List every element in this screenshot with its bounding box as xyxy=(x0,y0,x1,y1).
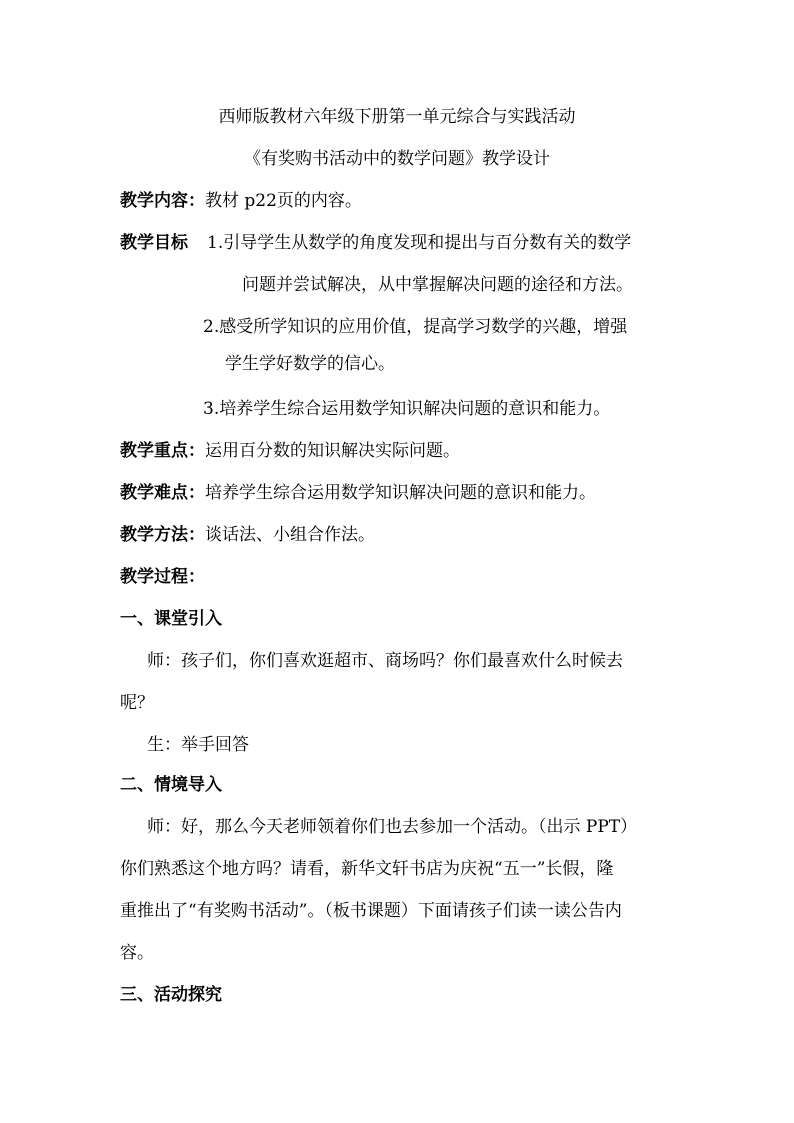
section-1-paragraph-1-line2: 呢？ xyxy=(120,693,154,713)
section-1-paragraph-1-line1: 师：孩子们，你们喜欢逛超市、商场吗？你们最喜欢什么时候去 xyxy=(147,651,623,671)
teaching-difficulty-label: 教学难点： xyxy=(120,483,205,503)
teaching-difficulty xyxy=(120,481,596,505)
goal-item-1-line2: 问题并尝试解决，从中掌握解决问题的途径和方法。 xyxy=(242,275,633,295)
teaching-method xyxy=(120,523,375,547)
goal-item-3: 3.培养学生综合运用数学知识解决问题的意识和能力。 xyxy=(203,399,611,419)
document-title-line1: 西师版教材六年级下册第一单元综合与实践活动 xyxy=(218,107,576,127)
teaching-goals-label: 教学目标 xyxy=(120,233,188,253)
teaching-process-label: 教学过程： xyxy=(120,567,205,587)
teaching-content xyxy=(120,189,362,213)
teaching-key-point-label: 教学重点： xyxy=(120,441,205,461)
section-2-paragraph-line4: 容。 xyxy=(120,943,154,963)
section-1-paragraph-2: 生：举手回答 xyxy=(147,735,249,755)
section-2-heading: 二、情境导入 xyxy=(120,775,222,795)
teaching-content-label: 教学内容： xyxy=(120,191,205,211)
section-2-paragraph-line1: 师：好，那么今天老师领着你们也去参加一个活动。（出示 PPT） xyxy=(147,817,638,837)
goal-item-2-line2: 学生学好数学的信心。 xyxy=(225,354,395,374)
goal-item-1-line1: 1.引导学生从数学的角度发现和提出与百分数有关的数学 xyxy=(207,233,632,253)
section-3-heading: 三、活动探究 xyxy=(120,985,222,1005)
section-2-paragraph-line3: 重推出了“有奖购书活动”。（板书课题）下面请孩子们读一读公告内 xyxy=(120,901,622,921)
teaching-method-label: 教学方法： xyxy=(120,525,205,545)
goal-item-2-line1: 2.感受所学知识的应用价值，提高学习数学的兴趣，增强 xyxy=(203,317,628,337)
document-title-line2: 《有奖购书活动中的数学问题》教学设计 xyxy=(244,149,550,169)
section-1-heading: 一、课堂引入 xyxy=(120,609,222,629)
teaching-difficulty-text: 培养学生综合运用数学知识解决问题的意识和能力。 xyxy=(205,483,596,503)
teaching-key-point-text: 运用百分数的知识解决实际问题。 xyxy=(205,441,460,461)
teaching-content-text: 教材 p22页的内容。 xyxy=(205,191,362,211)
teaching-key-point xyxy=(120,439,460,463)
section-2-paragraph-line2: 你们熟悉这个地方吗？请看，新华文轩书店为庆祝“五一”长假，隆 xyxy=(120,859,614,879)
teaching-goals xyxy=(120,231,188,255)
teaching-method-text: 谈话法、小组合作法。 xyxy=(205,525,375,545)
